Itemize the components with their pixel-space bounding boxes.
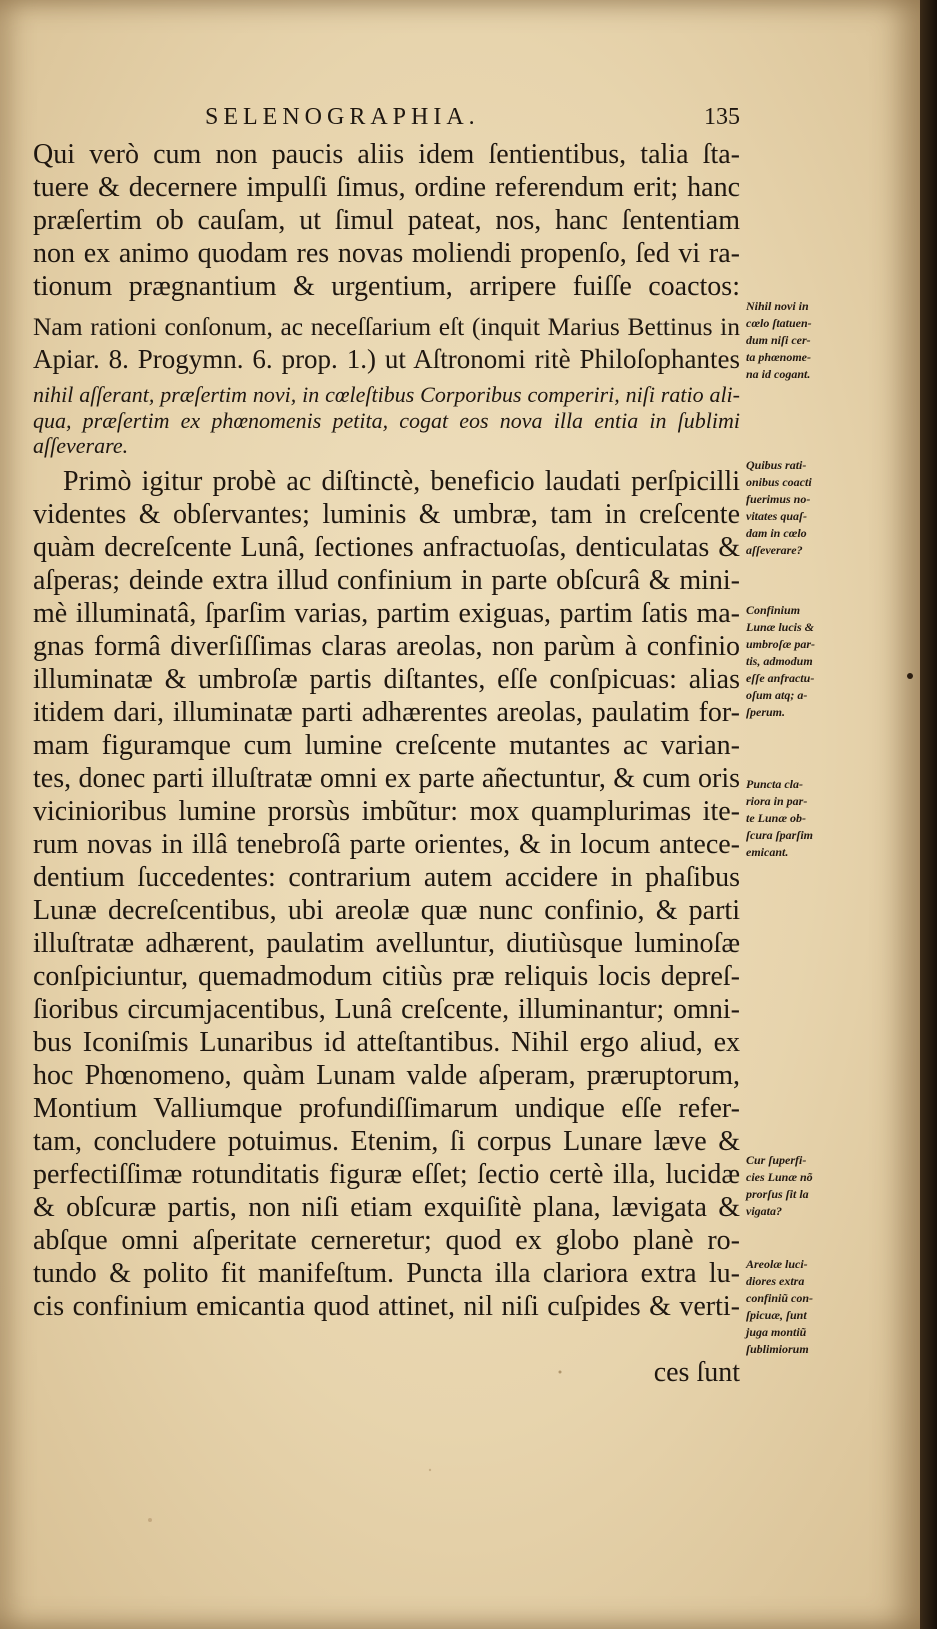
book-edge xyxy=(920,0,937,1629)
text-line: bus Iconiſmis Lunaribus id atteſtantibus. Nihil ergo aliud, ex xyxy=(33,1027,740,1058)
page-header xyxy=(205,100,740,136)
page-number: 135 xyxy=(704,104,740,130)
text-line: videntes & obſervantes; luminis & umbræ, tam in creſcente xyxy=(33,499,740,530)
margin-note: Cur ſuperfi- cies Lunæ nõ prorſus ſit la vigata? xyxy=(746,1153,813,1218)
text-line: tuere & decernere impulſi ſimus, ordine referendum erit; hanc xyxy=(33,172,740,203)
text-line: conſpiciuntur, quemadmodum citiùs præ reliquis locis depreſ- xyxy=(33,961,740,992)
margin-note: Areolæ luci- diores extra confiniũ con- ſpicuæ, ſunt juga montiũ ſublimiorum xyxy=(746,1257,814,1356)
text-line: non ex animo quodam res novas moliendi propenſo, ſed vi ra- xyxy=(33,238,740,269)
running-head: SELENOGRAPHIA. xyxy=(205,104,480,130)
text-line: illuſtratæ adhærent, paulatim avelluntur, diutiùsque luminoſæ xyxy=(33,928,740,959)
text-line: ſioribus circumjacentibus, Lunâ creſcente, illuminantur; omni- xyxy=(33,994,740,1025)
text-line: aſperas; deinde extra illud confinium in parte obſcurâ & mini- xyxy=(33,565,740,596)
text-line-quotation: Apiar. 8. Progymn. 6. prop. 1.) ut Aſtronomi ritè Philoſophantes xyxy=(33,344,740,374)
text-line: quàm decreſcente Lunâ, ſectiones anfractuoſas, denticulatas & xyxy=(33,532,740,563)
margin-note: Puncta cla- riora in par- te Lunæ ob- ſcura ſparſim emicant. xyxy=(746,777,813,859)
text-line: perfectiſſimæ rotunditatis figuræ eſſet; ſectio certè illa, lucidæ xyxy=(33,1159,740,1190)
text-line-quotation: qua, præſertim ex phœnomenis petita, cogat eos nova illa entia in ſublimi xyxy=(33,408,740,433)
text-line: Montium Valliumque profundiſſimarum undique eſſe refer- xyxy=(33,1093,740,1124)
text-line: itidem dari, illuminatæ parti adhærentes areolas, paulatim for- xyxy=(33,697,740,728)
text-line: tes, donec parti illuſtratæ omni ex parte añectuntur, & cum oris xyxy=(33,763,740,794)
text-line: hoc Phœnomeno, quàm Lunam valde aſperam, præruptorum, xyxy=(33,1060,740,1091)
text-line: & obſcuræ partis, non niſi etiam exquiſitè plana, lævigata & xyxy=(33,1192,740,1223)
text-line: Lunæ decreſcentibus, ubi areolæ quæ nunc confinio, & parti xyxy=(33,895,740,926)
paragraph-first-line: Primò igitur probè ac diſtinctè, beneficio laudati perſpicilli xyxy=(63,466,740,497)
text-line: rum novas in illâ tenebroſâ parte orientes, & in locum antece- xyxy=(33,829,740,860)
text-line: præſertim ob cauſam, ut ſimul pateat, nos, hanc ſententiam xyxy=(33,205,740,236)
text-line: tundo & polito fit manifeſtum. Puncta illa clariora extra lu- xyxy=(33,1258,740,1289)
text-line: tam, concludere potuimus. Etenim, ſi corpus Lunare læve & xyxy=(33,1126,740,1157)
margin-note: Confinium Lunæ lucis & umbroſæ par- tis, admodum eſſe anfractu- oſum atq; a- ſperum. xyxy=(746,603,816,719)
text-line: mam figuramque cum lumine creſcente mutantes ac varian- xyxy=(33,730,740,761)
text-line: tionum prægnantium & urgentium, arripere fuiſſe coactos: xyxy=(33,271,740,302)
text-line: gnas formâ diverſiſſimas claras areolas, non parùm à confinio xyxy=(33,631,740,662)
margin-note: Quibus rati- onibus coacti fuerimus no- vitates quaſ- dam in cœlo aſſeverare? xyxy=(746,458,812,557)
text-line: dentium ſuccedentes: contrarium autem accidere in phaſibus xyxy=(33,862,740,893)
text-line-quotation: nihil aſſerant, præſertim novi, in cœleſtibus Corporibus comperiri, niſi ratio ali- xyxy=(33,382,740,407)
margin-note: Nihil novi in cœlo ſtatuen- dum niſi cer- ta phœnome- na id cogant. xyxy=(746,299,812,381)
text-line: cis confinium emicantia quod attinet, nil niſi cuſpides & verti- xyxy=(33,1291,740,1322)
text-line-quotation: Nam rationi conſonum, ac neceſſarium eſt (inquit Marius Bettinus in xyxy=(33,312,740,341)
catchword-line: ces ſunt xyxy=(653,1357,740,1388)
text-line: abſque omni aſperitate cerneretur; quod ex globo planè ro- xyxy=(33,1225,740,1256)
text-line: vicinioribus lumine prorsùs imbũtur: mox quamplurimas ite- xyxy=(33,796,740,827)
text-line: illuminatæ & umbroſæ partis diſtantes, eſſe conſpicuas: alias xyxy=(33,664,740,695)
text-line: Qui verò cum non paucis aliis idem ſentientibus, talia ſta- xyxy=(33,139,740,170)
text-line-quotation: aſſeverare. xyxy=(33,433,129,458)
text-line: mè illuminatâ, ſparſim varias, partim exiguas, partim ſatis ma- xyxy=(33,598,740,629)
